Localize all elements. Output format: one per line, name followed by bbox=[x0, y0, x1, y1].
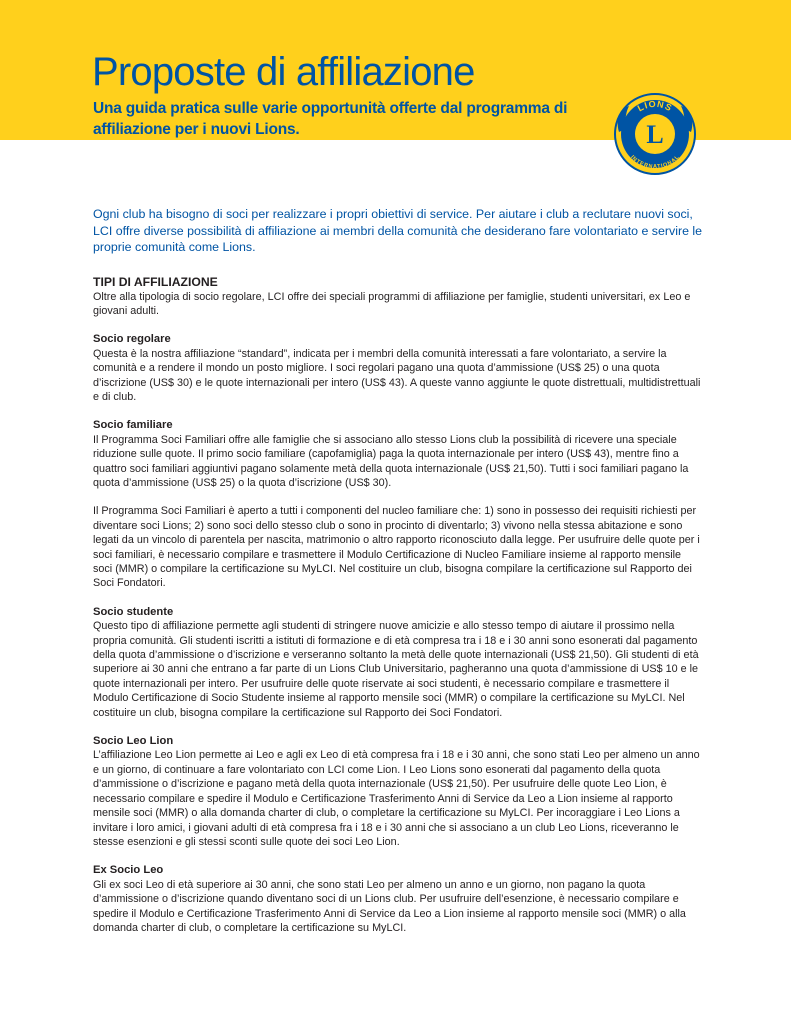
section-socio-studente bbox=[93, 605, 703, 720]
subsection-paragraph: Questo tipo di affiliazione permette agli studenti di stringere nuove amicizie e allo stesso tempo di aiutare il prossimo nella propria comunità. Gli studenti iscritti a istituti di formazione e di età compresa tra i 18 e i 30 anni sono esonerati dal pagamento della quota d’ammissione o d’iscrizione e verseranno soltanto la metà delle quote internazionali (US$ 21,50). Gli studenti di età superiore ai 30 anni che entrano a far parte di un Lions Club Universitario, pagheranno una quota d’ammissione di US$ 10 e le quote internazionali per intero. Per usufruire delle quote riservate ai soci studenti, è necessario compilare e trasmettere il Modulo Certificazione di Socio Studente insieme al rapporto mensile soci (MMR) o compilare la certificazione su MyLCI. Nel costituire un club, bisogna compilare la certificazione sul Rapporto dei Soci Fondatori. bbox=[93, 620, 699, 719]
section-ex-socio-leo bbox=[93, 863, 703, 935]
subsection-paragraph: Il Programma Soci Familiari offre alle famiglie che si associano allo stesso Lions club la possibilità di ricevere una speciale riduzione sulle quote. Il primo socio familiare (capofamiglia) paga la quota internazionale per intero (US$ 43), mentre fino a quattro soci familiari aggiuntivi pagano solamente metà della quota internazionale (US$ 21,50). Tutti i soci familiari pagano la quota d’ammissione (US$ 25) o la quota d’iscrizione (US$ 30). bbox=[93, 433, 689, 489]
section-text: Oltre alla tipologia di socio regolare, LCI offre dei speciali programmi di affiliazione per famiglie, studenti universitari, ex Leo e giovani adulti. bbox=[93, 290, 691, 317]
subsection-paragraph: Questa è la nostra affiliazione “standard”, indicata per i membri della comunità interessati a fare volontariato, a servire la comunità e a rendere il mondo un posto migliore. I soci regolari pagano una quota d’ammissione (US$ 25) o una quota d’iscrizione (US$ 30) e le quote internazionali per intero (US$ 43). A queste vanno aggiunte le quote distrettuali, multidistrettuali e di club. bbox=[93, 347, 701, 403]
types-section bbox=[93, 275, 703, 319]
intro-paragraph: Ogni club ha bisogno di soci per realizzare i propri obiettivi di service. Per aiutare i club a reclutare nuovi soci, LCI offre diverse possibilità di affiliazione ai membri della comunità che desiderano fare volontariato e servire le proprie comunità come Lions. bbox=[93, 207, 703, 254]
page-subtitle: Una guida pratica sulle varie opportunità offerte dal programma di affiliazione per i nuovi Lions. bbox=[93, 100, 568, 138]
subsection-title: Socio studente bbox=[93, 605, 174, 618]
lions-international-emblem-icon bbox=[613, 92, 697, 176]
section-socio-regolare bbox=[93, 332, 703, 404]
section-socio-leo-lion bbox=[93, 734, 703, 849]
logo-top-text: LIONS bbox=[635, 98, 675, 114]
section-socio-familiare bbox=[93, 418, 703, 590]
subsection-title: Socio Leo Lion bbox=[93, 735, 174, 748]
logo-letter: L bbox=[646, 120, 664, 149]
subsection-paragraph: Il Programma Soci Familiari è aperto a tutti i componenti del nucleo familiare che: 1) sono in possesso dei requisiti richiesti per diventare soci Lions; 2) sono soci dello stesso club o sono in procinto di diventarlo; 3) vivono nella stessa abitazione e sono legati da un vincolo di parentela per nascita, matrimonio o altro rapporto riconosciuto dalla legge. Per usufruire delle quote per i soci familiari, è necessario compilare e trasmettere il Modulo Certificazione di Nucleo Familiare insieme al rapporto mensile soci (MMR) o compilare la certificazione su MyLCI. Nel costituire un club, bisogna compilare la certificazione sul Rapporto dei Soci Fondatori. bbox=[93, 505, 700, 590]
document-body bbox=[93, 206, 703, 935]
subsection-title: Socio familiare bbox=[93, 419, 173, 432]
subsection-paragraph: Gli ex soci Leo di età superiore ai 30 anni, che sono stati Leo per almeno un anno e un giorno, non pagano la quota d’ammissione o d’iscrizione quando diventano soci di un Lions club. Per usufruire dell’esenzione, è necessario compilare e spedire il Modulo e Certificazione Trasferimento Anni di Service da Leo a Lion insieme al rapporto mensile soci (MMR) o alla domanda charter di club, o completare la certificazione su MyLCI. bbox=[93, 878, 686, 934]
subsection-paragraph: L’affiliazione Leo Lion permette ai Leo e agli ex Leo di età compresa fra i 18 e i 30 anni, che sono stati Leo per almeno un anno e un giorno, di continuare a fare volontariato con LCI come Lion. I Leo Lions sono esonerati dal pagamento della quota d’ammissione o d’iscrizione e pagano metà della quota internazionale (US$ 21,50). Per usufruire delle quote Leo Lion, è necessario compilare e spedire il Modulo e Certificazione Trasferimento Anni di Service da Leo a Lion insieme al rapporto mensile soci (MMR) o alla domanda charter di club, o completare la certificazione su MyLCI. Per incoraggiare i Leo Lions a invitare i loro amici, i giovani adulti di età compresa fra i 18 e i 30 anni che si associano a un club Leo Lions, riceveranno le stesse esenzioni e gli stessi sconti sulle quote dei soci Leo Lion. bbox=[93, 749, 700, 848]
subsection-title: Socio regolare bbox=[93, 333, 171, 346]
page-title: Proposte di affiliazione bbox=[92, 50, 475, 94]
subsection-title: Ex Socio Leo bbox=[93, 864, 164, 877]
logo-bottom-text: INTERNATIONAL bbox=[629, 154, 681, 171]
section-heading: TIPI DI AFFILIAZIONE bbox=[93, 274, 218, 289]
